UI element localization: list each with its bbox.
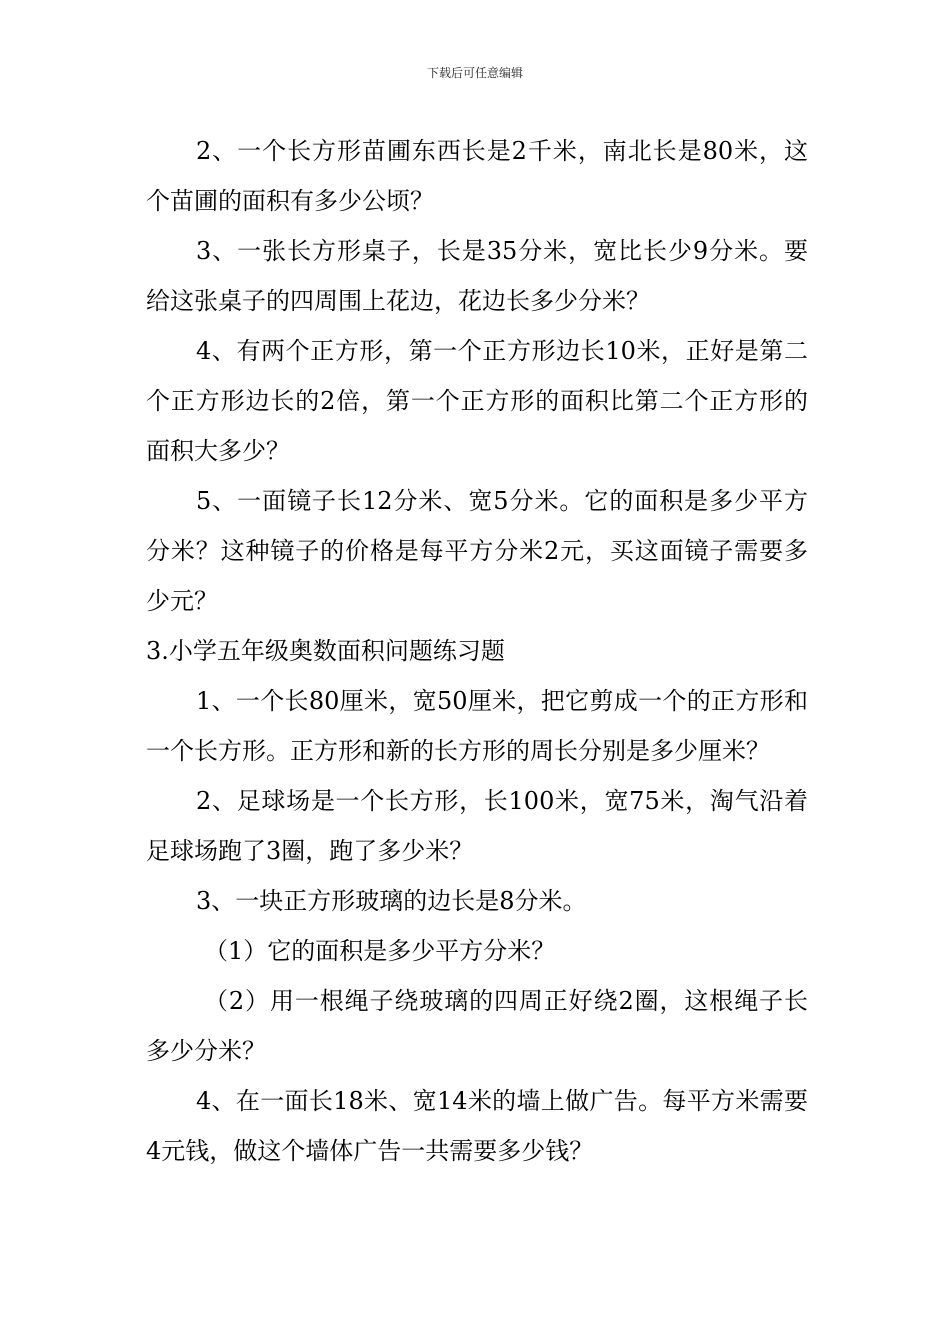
section-heading: 3.小学五年级奥数面积问题练习题 [146,637,505,665]
question-3-glass-square: 3、一块正方形玻璃的边长是8分米。 [196,887,587,915]
page-header-note: 下载后可任意编辑 [426,66,523,80]
question-5-mirror-price: 5、一面镜子长12分米、宽5分米。它的面积是多少平方分米？这种镜子的价格是每平方分米2元，买这面镜子需要多少元？ [146,487,808,615]
question-4-wall-advert: 4、在一面长18米、宽14米的墙上做广告。每平方米需要4元钱，做这个墙体广告一共需要多少钱？ [146,1087,808,1165]
question-3-sub-1: （1）它的面积是多少平方分米？ [204,937,556,965]
question-1-cut-rectangle: 1、一个长80厘米，宽50厘米，把它剪成一个的正方形和一个长方形。正方形和新的长方形的周长分别是多少厘米？ [146,687,808,765]
question-3-table-border: 3、一张长方形桌子，长是35分米，宽比长少9分米。要给这张桌子的四周围上花边，花边长多少分米？ [146,237,808,315]
question-2-nursery-area: 2、一个长方形苗圃东西长是2千米，南北长是80米，这个苗圃的面积有多少公顷？ [146,137,808,215]
question-3-sub-2: （2）用一根绳子绕玻璃的四周正好绕2圈，这根绳子长多少分米？ [146,987,808,1065]
question-4-two-squares: 4、有两个正方形，第一个正方形边长10米，正好是第二个正方形边长的2倍，第一个正方形的面积比第二个正方形的面积大多少？ [146,337,808,465]
question-2-football-field: 2、足球场是一个长方形，长100米，宽75米，淘气沿着足球场跑了3圈，跑了多少米？ [146,787,808,865]
document-body [146,126,808,1176]
